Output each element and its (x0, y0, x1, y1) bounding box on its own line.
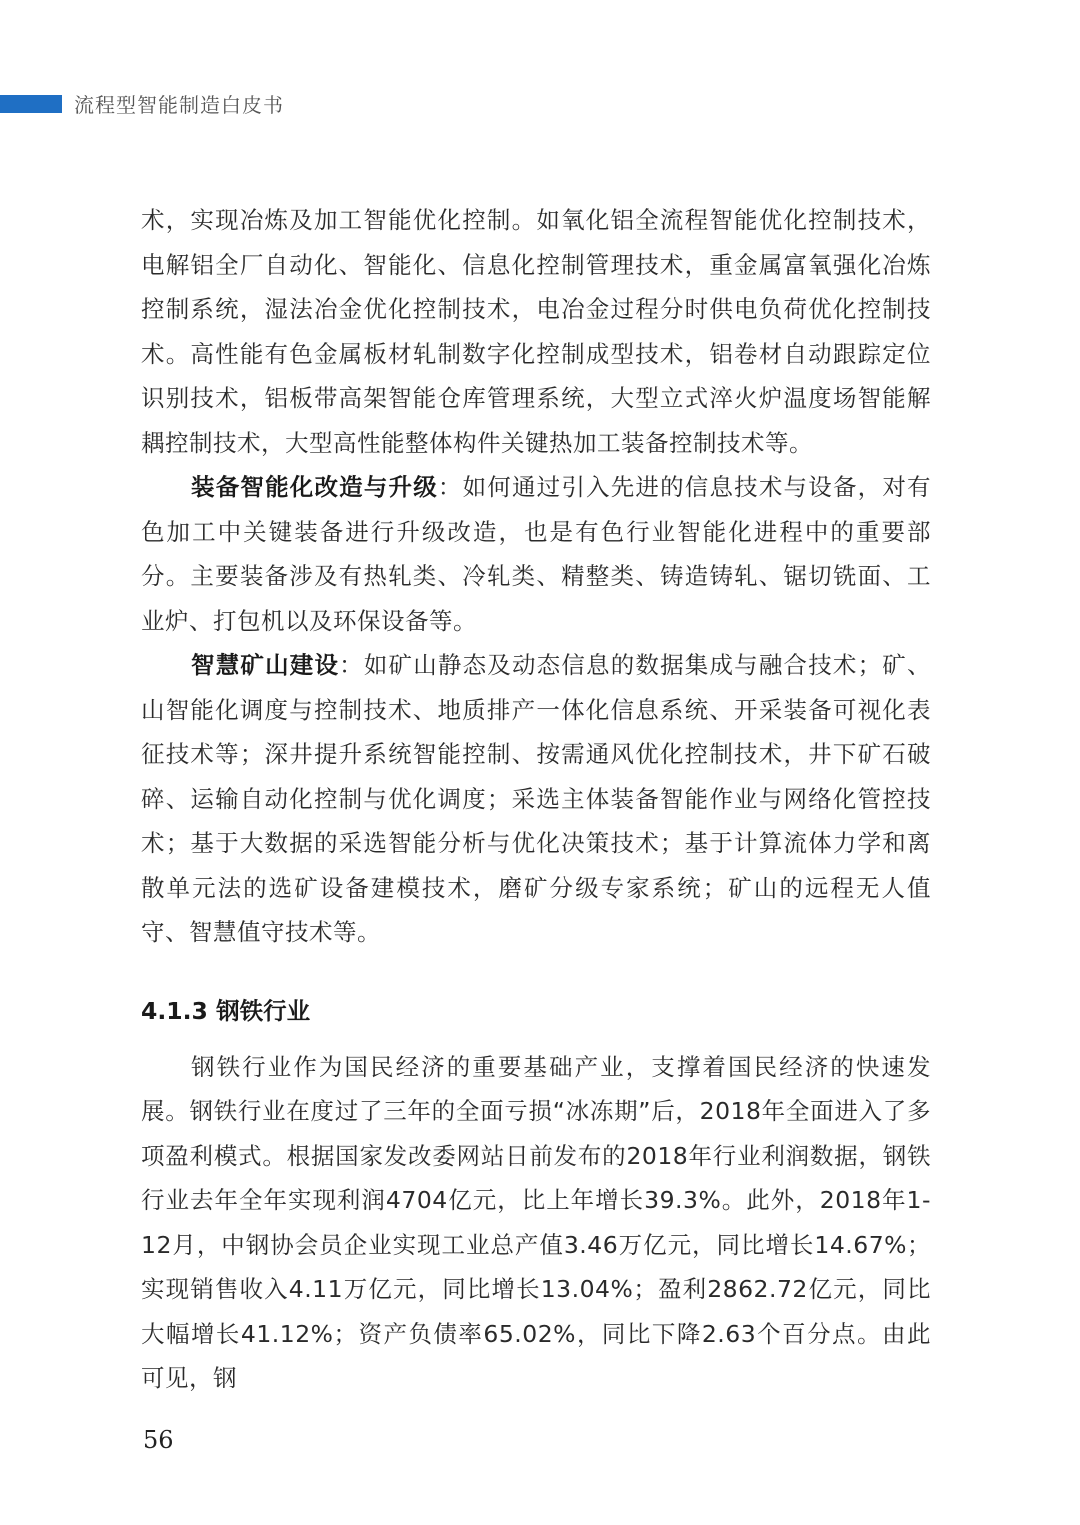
page-body (141, 198, 931, 1401)
header-accent-bar (0, 95, 62, 113)
paragraph-3-title: 智慧矿山建设 (191, 651, 340, 679)
paragraph-3 (141, 643, 931, 955)
paragraph-2 (141, 465, 931, 643)
section-heading: 4.1.3 钢铁行业 (141, 996, 311, 1025)
paragraph-2-title: 装备智能化改造与升级 (191, 473, 438, 501)
running-header-title: 流程型智能制造白皮书 (74, 93, 284, 117)
paragraph-2-body: ：如何通过引入先进的信息技术与设备，对有色加工中关键装备进行升级改造，也是有色行业智能化进程中的重要部分。主要装备涉及有热轧类、冷轧类、精整类、铸造铸轧、锯切铣面、工业炉、打包机以及环保设备等。 (141, 473, 932, 635)
paragraph-3-body: ：如矿山静态及动态信息的数据集成与融合技术；矿、山智能化调度与控制技术、地质排产一体化信息系统、开采装备可视化表征技术等；深井提升系统智能控制、按需通风优化控制技术，井下矿石破碎、运输自动化控制与优化调度；采选主体装备智能作业与网络化管控技术；基于大数据的采选智能分析与优化决策技术；基于计算流体力学和离散单元法的选矿设备建模技术，磨矿分级专家系统；矿山的远程无人值守、智慧值守技术等。 (141, 651, 932, 946)
paragraph-1: 术，实现冶炼及加工智能优化控制。如氧化铝全流程智能优化控制技术，电解铝全厂自动化、智能化、信息化控制管理技术，重金属富氧强化冶炼控制系统，湿法冶金优化控制技术，电冶金过程分时供电负荷优化控制技术。高性能有色金属板材轧制数字化控制成型技术，铝卷材自动跟踪定位识别技术，铝板带高架智能仓库管理系统，大型立式淬火炉温度场智能解耦控制技术，大型高性能整体构件关键热加工装备控制技术等。 (141, 206, 931, 457)
paragraph-4: 钢铁行业作为国民经济的重要基础产业，支撑着国民经济的快速发展。钢铁行业在度过了三年的全面亏损“冰冻期”后，2018年全面进入了多项盈利模式。根据国家发改委网站日前发布的2018年行业利润数据，钢铁行业去年全年实现利润4704亿元，比上年增长39.3%。此外，2018年1-12月，中钢协会员企业实现工业总产值3.46万亿元，同比增长14.67%；实现销售收入4.11万亿元，同比增长13.04%；盈利2862.72亿元，同比大幅增长41.12%；资产负债率65.02%，同比下降2.63个百分点。由此可见，钢 (141, 1052, 931, 1392)
page-number: 56 (143, 1426, 174, 1454)
